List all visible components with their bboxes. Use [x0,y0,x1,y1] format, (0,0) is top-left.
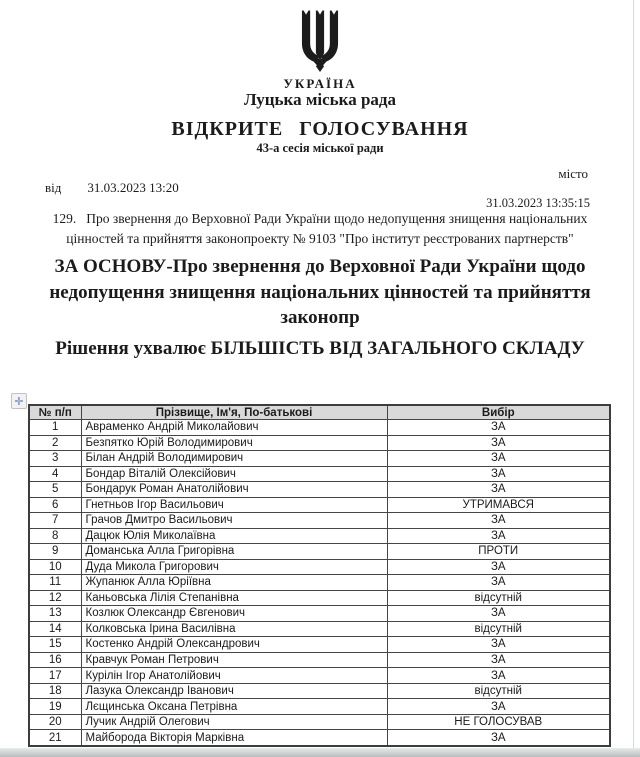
row-number: 4 [29,466,81,482]
table-row [29,435,610,451]
row-choice: ЗА [387,559,610,575]
col-header-number: № п/п [29,405,81,420]
row-choice: УТРИМАВСЯ [387,497,610,513]
agenda-item-text: Про звернення до Верховної Ради України щодо недопущення знищення національних цінностей та прийняття законопроекту № 9103 "Про інститут реєстрованих партнерств" [66,211,588,246]
table-row [29,730,610,746]
row-choice: ЗА [387,466,610,482]
table-row [29,451,610,467]
table-row [29,714,610,730]
row-name: Авраменко Андрій Миколайович [81,420,387,436]
row-name: Лєщинська Оксана Петрівна [81,699,387,715]
council-name: Луцька міська рада [244,90,396,109]
row-name: Безпятко Юрій Володимирович [81,435,387,451]
table-row [29,482,610,498]
table-row [29,637,610,653]
agenda-item [30,209,610,248]
results-table-body [29,420,610,747]
row-choice: ПРОТИ [387,544,610,560]
table-move-handle-icon[interactable]: ✛ [11,393,27,409]
row-number: 8 [29,528,81,544]
decision-rule: Рішення ухвалює БІЛЬШІСТЬ ВІД ЗАГАЛЬНОГО СКЛАДУ [55,338,585,359]
row-number: 5 [29,482,81,498]
row-number: 18 [29,683,81,699]
motion-title: ЗА ОСНОВУ-Про звернення до Верховної Ради України щодо недопущення знищення національних цінностей та прийняття законопр [49,256,591,329]
table-row [29,513,610,529]
row-name: Курілін Ігор Анатолійович [81,668,387,684]
country-label: УКРАЇНА [283,76,357,91]
row-name: Каньовська Лілія Степанівна [81,590,387,606]
row-name: Лучик Андрій Олегович [81,714,387,730]
row-choice: ЗА [387,451,610,467]
table-row [29,668,610,684]
row-name: Лазука Олександр Іванович [81,683,387,699]
vote-end-timestamp: 31.03.2023 13:35:15 [486,196,590,210]
table-row [29,544,610,560]
row-number: 1 [29,420,81,436]
row-number: 13 [29,606,81,622]
row-choice: відсутній [387,621,610,637]
row-name: Бондар Віталій Олексійович [81,466,387,482]
session-subtitle: 43-а сесія міської ради [256,141,384,155]
row-number: 9 [29,544,81,560]
col-header-choice: Вибір [387,405,610,420]
row-number: 15 [29,637,81,653]
row-choice: ЗА [387,575,610,591]
row-choice: ЗА [387,420,610,436]
bottom-window-strip [0,748,640,757]
table-row [29,559,610,575]
document-title: ВІДКРИТЕ ГОЛОСУВАННЯ [171,118,469,140]
row-number: 3 [29,451,81,467]
table-row [29,699,610,715]
row-name: Козлюк Олександр Євгенович [81,606,387,622]
vote-start-datetime: 31.03.2023 13:20 [87,180,179,195]
row-name: Бондарук Роман Анатолійович [81,482,387,498]
row-name: Костенко Андрій Олександрович [81,637,387,653]
results-table-header [29,405,610,420]
table-row [29,621,610,637]
row-choice: ЗА [387,730,610,746]
agenda-item-number: 129. [52,211,77,226]
table-row [29,683,610,699]
row-number: 16 [29,652,81,668]
table-row [29,652,610,668]
table-row [29,420,610,436]
table-row [29,606,610,622]
row-choice: НЕ ГОЛОСУВАВ [387,714,610,730]
row-number: 2 [29,435,81,451]
row-number: 17 [29,668,81,684]
row-choice: ЗА [387,637,610,653]
page-edge-divider [633,0,634,757]
row-choice: відсутній [387,590,610,606]
date-prefix-label: від [45,180,62,195]
table-row [29,497,610,513]
voting-results-table [28,404,611,747]
table-row [29,528,610,544]
row-number: 21 [29,730,81,746]
col-header-name: Прізвище, Ім'я, По-батькові [81,405,387,420]
row-number: 11 [29,575,81,591]
row-choice: ЗА [387,528,610,544]
place-label: місто [558,166,588,181]
row-choice: відсутній [387,683,610,699]
row-name: Кравчук Роман Петрович [81,652,387,668]
row-choice: ЗА [387,652,610,668]
row-number: 20 [29,714,81,730]
table-row [29,590,610,606]
row-choice: ЗА [387,606,610,622]
row-number: 12 [29,590,81,606]
row-name: Дацюк Юлія Миколаївна [81,528,387,544]
row-choice: ЗА [387,668,610,684]
ukraine-trident-icon [291,8,349,72]
vote-start-line [45,180,179,196]
row-name: Майборода Вікторія Марківна [81,730,387,746]
table-row [29,466,610,482]
row-name: Білан Андрій Володимирович [81,451,387,467]
row-number: 7 [29,513,81,529]
row-name: Грачов Дмитро Васильович [81,513,387,529]
row-choice: ЗА [387,513,610,529]
row-number: 14 [29,621,81,637]
row-name: Дуда Микола Григорович [81,559,387,575]
row-name: Гнетньов Ігор Васильович [81,497,387,513]
row-choice: ЗА [387,435,610,451]
table-row [29,575,610,591]
row-choice: ЗА [387,699,610,715]
row-choice: ЗА [387,482,610,498]
row-name: Доманська Алла Григорівна [81,544,387,560]
row-name: Жупанюк Алла Юріївна [81,575,387,591]
row-number: 6 [29,497,81,513]
row-number: 19 [29,699,81,715]
row-number: 10 [29,559,81,575]
row-name: Колковська Ірина Василівна [81,621,387,637]
